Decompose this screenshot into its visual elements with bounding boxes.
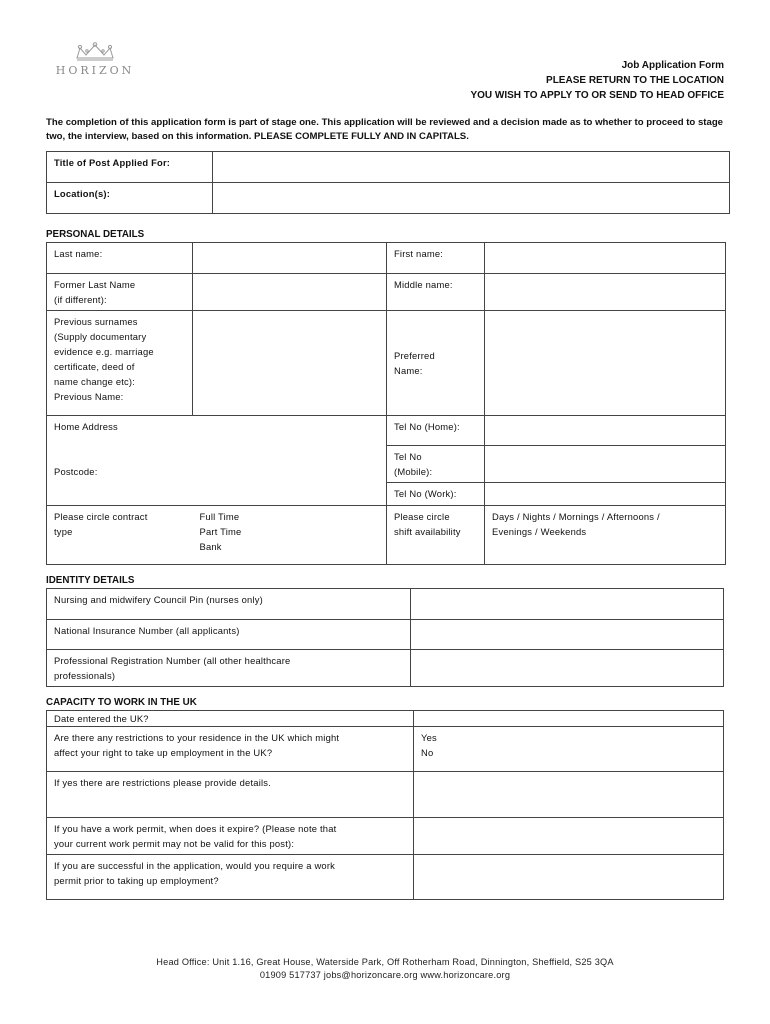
shift-availability-options[interactable]: Days / Nights / Mornings / Afternoons / Evenings / Weekends: [485, 506, 726, 565]
home-address-field[interactable]: [47, 416, 387, 506]
location-label: Location(s):: [47, 183, 213, 214]
postcode-label: Postcode:: [54, 466, 98, 477]
prof-reg-label: Professional Registration Number (all other healthcare professionals): [47, 650, 411, 687]
ni-number-label: National Insurance Number (all applicants): [47, 620, 411, 650]
prof-reg-field[interactable]: [411, 650, 724, 687]
tel-home-label: Tel No (Home):: [387, 416, 485, 446]
horizon-logo: [50, 42, 140, 87]
ni-number-field[interactable]: [411, 620, 724, 650]
contract-option-part-time[interactable]: Part Time: [199, 526, 242, 537]
contract-type-options[interactable]: [193, 506, 387, 565]
return-instruction: PLEASE RETURN TO THE LOCATION: [546, 75, 724, 86]
send-instruction: YOU WISH TO APPLY TO OR SEND TO HEAD OFFICE: [470, 90, 724, 101]
permit-expire-label: If you have a work permit, when does it expire? (Please note that your current work permit may not be valid for this post):: [47, 818, 414, 855]
post-title-field[interactable]: [213, 152, 730, 183]
crown-icon: [72, 42, 118, 62]
restrictions-yes[interactable]: Yes: [421, 732, 437, 743]
personal-details-heading: PERSONAL DETAILS: [46, 229, 145, 240]
previous-surnames-label: Previous surnames (Supply documentary evidence e.g. marriage certificate, deed of name change etc): Previous Name:: [47, 311, 193, 416]
previous-surnames-field[interactable]: [193, 311, 387, 416]
former-last-name-field[interactable]: [193, 274, 387, 311]
shift-availability-label: Please circle shift availability: [387, 506, 485, 565]
footer-address: Head Office: Unit 1.16, Great House, Waterside Park, Off Rotherham Road, Dinnington, Sheffield, S25 3QA: [156, 957, 614, 967]
tel-work-field[interactable]: [485, 483, 726, 506]
post-table: [46, 151, 730, 214]
restrictions-answer[interactable]: [414, 727, 724, 772]
restrictions-details-label: If yes there are restrictions please provide details.: [47, 772, 414, 818]
form-title: Job Application Form: [621, 60, 724, 71]
identity-details-heading: IDENTITY DETAILS: [46, 575, 135, 586]
nmc-pin-label: Nursing and midwifery Council Pin (nurses only): [47, 589, 411, 620]
permit-expire-field[interactable]: [414, 818, 724, 855]
contract-type-label: Please circle contract type: [47, 506, 193, 565]
post-title-label: Title of Post Applied For:: [47, 152, 213, 183]
tel-work-label: Tel No (Work):: [387, 483, 485, 506]
contract-option-full-time[interactable]: Full Time: [199, 511, 240, 522]
former-last-name-label: Former Last Name (if different):: [47, 274, 193, 311]
location-field[interactable]: [213, 183, 730, 214]
footer: [0, 956, 770, 982]
permit-require-label: If you are successful in the application, would you require a work permit prior to taking up employment?: [47, 855, 414, 900]
date-entered-field[interactable]: [414, 711, 724, 727]
intro-paragraph: The completion of this application form is part of stage one. This application will be reviewed and a decision made as to whether to proceed to stage two, the interview, based on this information. PLEASE COMPLETE FULLY AND IN CAPITALS.: [46, 117, 724, 142]
footer-contact: 01909 517737 jobs@horizoncare.org www.horizoncare.org: [259, 970, 511, 980]
tel-home-field[interactable]: [485, 416, 726, 446]
identity-details-table: [46, 588, 724, 687]
home-address-label: Home Address: [54, 421, 118, 432]
middle-name-label: Middle name:: [387, 274, 485, 311]
last-name-label: Last name:: [47, 243, 193, 274]
preferred-name-label: Preferred Name:: [387, 311, 485, 416]
personal-details-table: [46, 242, 726, 565]
tel-mobile-label: Tel No (Mobile):: [387, 446, 485, 483]
logo-wordmark: HORIZON: [55, 64, 135, 77]
first-name-field[interactable]: [485, 243, 726, 274]
tel-mobile-field[interactable]: [485, 446, 726, 483]
contract-option-bank[interactable]: Bank: [199, 541, 222, 552]
form-header: [470, 58, 724, 103]
permit-require-field[interactable]: [414, 855, 724, 900]
date-entered-label: Date entered the UK?: [47, 711, 414, 727]
capacity-heading: CAPACITY TO WORK IN THE UK: [46, 697, 197, 708]
nmc-pin-field[interactable]: [411, 589, 724, 620]
capacity-table: [46, 710, 724, 900]
preferred-name-field[interactable]: [485, 311, 726, 416]
last-name-field[interactable]: [193, 243, 387, 274]
restrictions-no[interactable]: No: [421, 747, 434, 758]
middle-name-field[interactable]: [485, 274, 726, 311]
first-name-label: First name:: [387, 243, 485, 274]
restrictions-question: Are there any restrictions to your residence in the UK which might affect your right to take up employment in the UK?: [47, 727, 414, 772]
restrictions-details-field[interactable]: [414, 772, 724, 818]
